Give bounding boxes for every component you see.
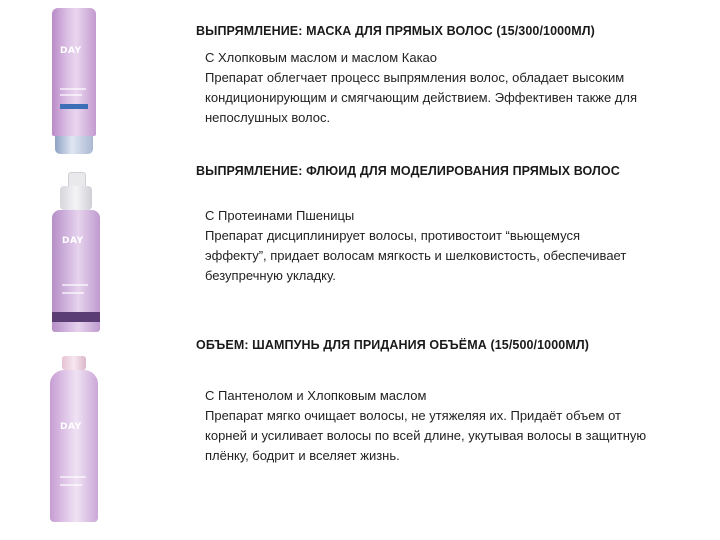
product-image-mask-tube: [52, 8, 100, 156]
description-line: С Пантенолом и Хлопковым маслом: [205, 388, 427, 403]
description-line: Препарат дисциплинирует волосы, противостоит “вьющемуся: [205, 228, 581, 243]
product-brand: DAY: [60, 422, 82, 432]
section-description: [205, 386, 646, 466]
section-heading: ОБЪЕМ: ШАМПУНЬ ДЛЯ ПРИДАНИЯ ОБЪЁМА (15/500/1000МЛ): [196, 338, 589, 352]
product-brand: DAY: [62, 236, 84, 246]
description-line: эффекту”, придает волосам мягкость и шелковистость, обеспечивает: [205, 248, 627, 263]
product-image-fluid-pump: [52, 172, 100, 332]
description-line: плёнку, бодрит и вселяет жизнь.: [205, 448, 400, 463]
description-line: Препарат облегчает процесс выпрямления волос, обладает высоким: [205, 70, 625, 85]
description-line: С Хлопковым маслом и маслом Какао: [205, 50, 438, 65]
description-line: Препарат мягко очищает волосы, не утяжеляя их. Придаёт объем от: [205, 408, 621, 423]
product-brand: DAY: [60, 46, 82, 56]
product-image-shampoo-bottle: [50, 356, 98, 524]
description-line: кондиционирующим и смягчающим действием. Эффективен также для: [205, 90, 638, 105]
description-line: корней и усиливает волосы по всей длине, укутывая волосы в защитную: [205, 428, 647, 443]
section-heading: ВЫПРЯМЛЕНИЕ: МАСКА ДЛЯ ПРЯМЫХ ВОЛОС (15/300/1000МЛ): [196, 24, 595, 38]
description-line: С Протеинами Пшеницы: [205, 208, 355, 223]
section-heading: ВЫПРЯМЛЕНИЕ: ФЛЮИД ДЛЯ МОДЕЛИРОВАНИЯ ПРЯМЫХ ВОЛОС: [196, 164, 620, 178]
section-description: [205, 206, 626, 286]
section-description: [205, 48, 637, 128]
description-line: непослушных волос.: [205, 110, 331, 125]
description-line: безупречную укладку.: [205, 268, 336, 283]
